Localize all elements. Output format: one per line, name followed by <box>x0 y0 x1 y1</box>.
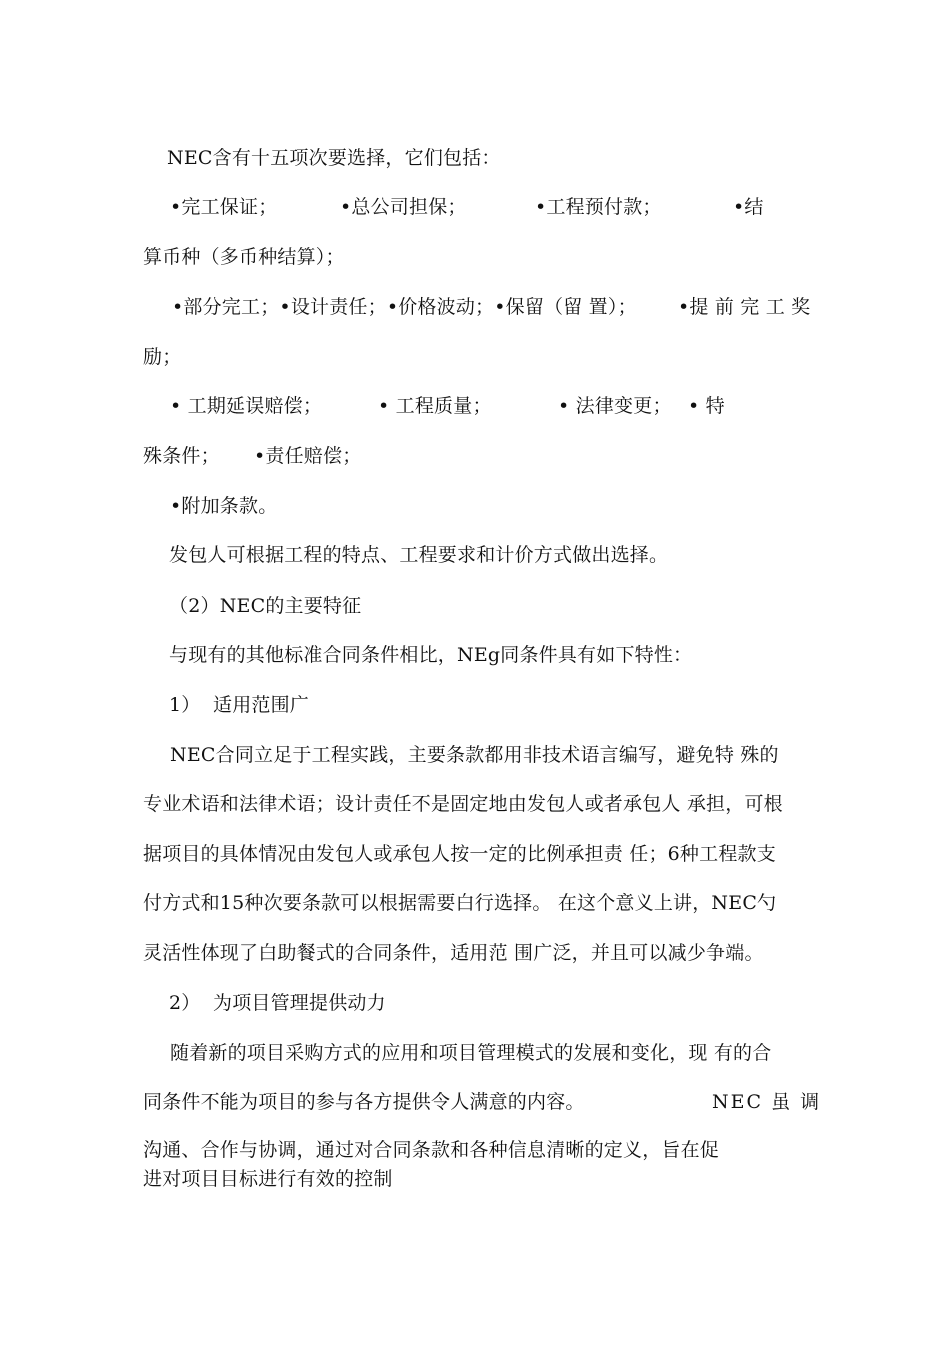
text-line <box>143 345 181 369</box>
text-segment: 与现有的其他标准合同条件相比，NEg同条件具有如下特性： <box>169 644 693 666</box>
bullet-item: •提 前 完 工 奖 <box>678 296 811 318</box>
text-segment: 据项目的具体情况由发包人或承包人按一定的比例承担责 任；6种工程款支 <box>143 843 776 865</box>
bullet-item: •责任赔偿； <box>254 445 362 467</box>
paragraph-line <box>143 792 809 816</box>
subheading <box>0 693 950 717</box>
text-segment: 灵活性体现了白助餐式的合同条件，适用范 围广泛，并且可以减少争端。 <box>143 942 764 964</box>
text-segment: 进对项目目标进行有效的控制 <box>143 1168 393 1190</box>
text-line <box>167 146 501 170</box>
text-segment: 殊条件； <box>143 445 220 467</box>
bullet-item: •工程预付款； <box>535 196 662 218</box>
text-segment: 同条件不能为项目的参与各方提供令人满意的内容。 <box>143 1091 585 1113</box>
text-line <box>143 1167 393 1191</box>
text-segment: 专业术语和法律术语；设计责任不是固定地由发包人或者承包人 承担，可根 <box>143 793 783 815</box>
text-segment: 付方式和15种次要条款可以根据需要白行选择。 在这个意义上讲，NEC勺 <box>143 892 777 914</box>
text-segment: 算币种（多币种结算）； <box>143 246 345 268</box>
paragraph-line <box>170 1041 810 1065</box>
bullet-item: •部分完工；•设计责任；•价格波动；•保留（留 置）； <box>172 296 637 318</box>
bullet-item: • 工期延误赔偿； <box>170 395 323 417</box>
list-number: 1） <box>169 694 201 716</box>
section-heading <box>169 594 361 618</box>
bullet-item: • 法律变更； <box>558 395 672 417</box>
text-line <box>169 643 692 667</box>
text-segment: 励； <box>143 346 182 368</box>
paragraph-line <box>143 941 764 965</box>
text-segment: 发包人可根据工程的特点、工程要求和计价方式做出选择。 <box>169 544 669 566</box>
bullet-item: • 特 <box>688 395 725 417</box>
text-line <box>0 1090 950 1114</box>
bullet-item: •总公司担保； <box>340 196 467 218</box>
subheading <box>0 991 950 1015</box>
paragraph-line <box>143 842 809 866</box>
text-segment: 随着新的项目采购方式的应用和项目管理模式的发展和变化，现 有的合 <box>170 1042 772 1064</box>
text-line <box>169 543 668 567</box>
text-segment: NEC含有十五项次要选择，它们包括： <box>167 147 501 169</box>
bullet-item: •完工保证； <box>170 196 278 218</box>
text-line <box>0 444 950 468</box>
text-line <box>170 494 277 518</box>
subheading-text: 为项目管理提供动力 <box>213 992 386 1014</box>
text-segment: NEC 虽 调 <box>712 1091 822 1113</box>
text-line <box>143 1138 719 1162</box>
bullet-item: • 工程质量； <box>378 395 492 417</box>
list-number: 2） <box>169 992 201 1014</box>
text-line <box>0 195 950 219</box>
subheading-text: 适用范围广 <box>213 694 310 716</box>
bullet-item: •结 <box>733 196 764 218</box>
paragraph-line <box>143 891 809 915</box>
bullet-item: •附加条款。 <box>170 495 278 517</box>
text-line <box>0 295 950 319</box>
text-segment: （2）NEC的主要特征 <box>169 595 362 617</box>
text-segment: NEC合同立足于工程实践，主要条款都用非技术语言编写，避免特 殊的 <box>170 744 779 766</box>
text-line <box>0 394 950 418</box>
text-line <box>143 245 345 269</box>
paragraph-line <box>170 743 810 767</box>
text-segment: 沟通、合作与协调，通过对合同条款和各种信息清晰的定义，旨在促 <box>143 1139 720 1161</box>
